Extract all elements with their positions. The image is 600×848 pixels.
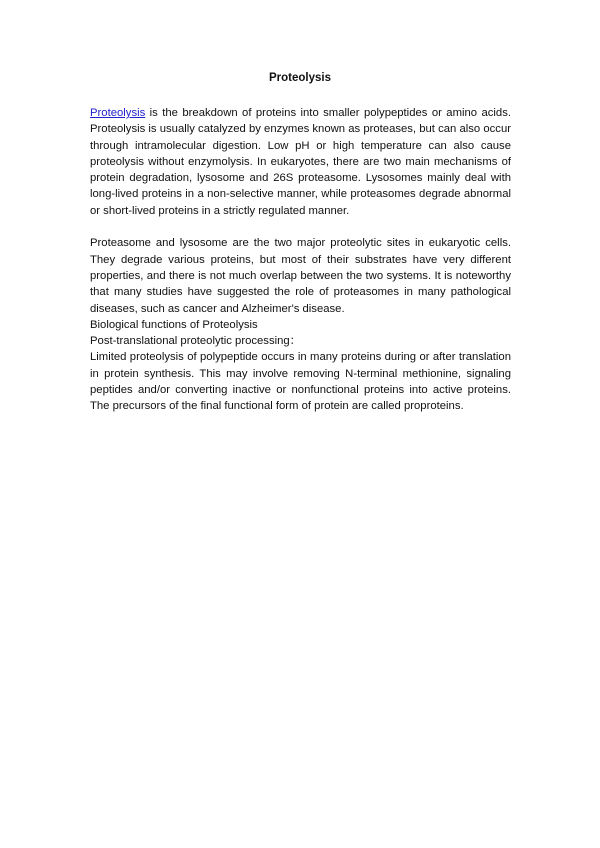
- paragraph-sites: Proteasome and lysosome are the two major proteolytic sites in eukaryotic cells. They degrade various proteins, but most of their substrates have very different properties, and there is not much overlap between the two systems. It is noteworthy that many studies have suggested the role of proteasomes in many pathological diseases, such as cancer and Alzheimer's disease.: [90, 237, 511, 315]
- section-heading: Biological functions of Proteolysis: [90, 318, 258, 331]
- paragraph-processing: Limited proteolysis of polypeptide occurs in many proteins during or after translation in protein synthesis. This may involve removing N-terminal methionine, signaling peptides and/or converting inactive or nonfunctional proteins into active proteins. The precursors of the final functional form of protein are called proproteins.: [90, 351, 511, 413]
- proteolysis-link[interactable]: Proteolysis: [90, 107, 146, 119]
- subsection-heading: Post-translational proteolytic processing：: [90, 335, 301, 348]
- page-title: Proteolysis: [269, 72, 331, 84]
- paragraph-intro: [90, 105, 511, 219]
- document-body: [90, 105, 511, 415]
- intro-text: is the breakdown of proteins into smaller polypeptides or amino acids. Proteolysis is usually catalyzed by enzymes known as proteases, but can also occur through intramolecular digestion. Low pH or high temperature can also cause proteolysis without enzymolysis. In eukaryotes, there are two main mechanisms of protein degradation, lysosome and 26S proteasome. Lysosomes mainly deal with long-lived proteins in a non-selective manner, while proteasomes degrade abnormal or short-lived proteins in a strictly regulated manner.: [90, 107, 511, 217]
